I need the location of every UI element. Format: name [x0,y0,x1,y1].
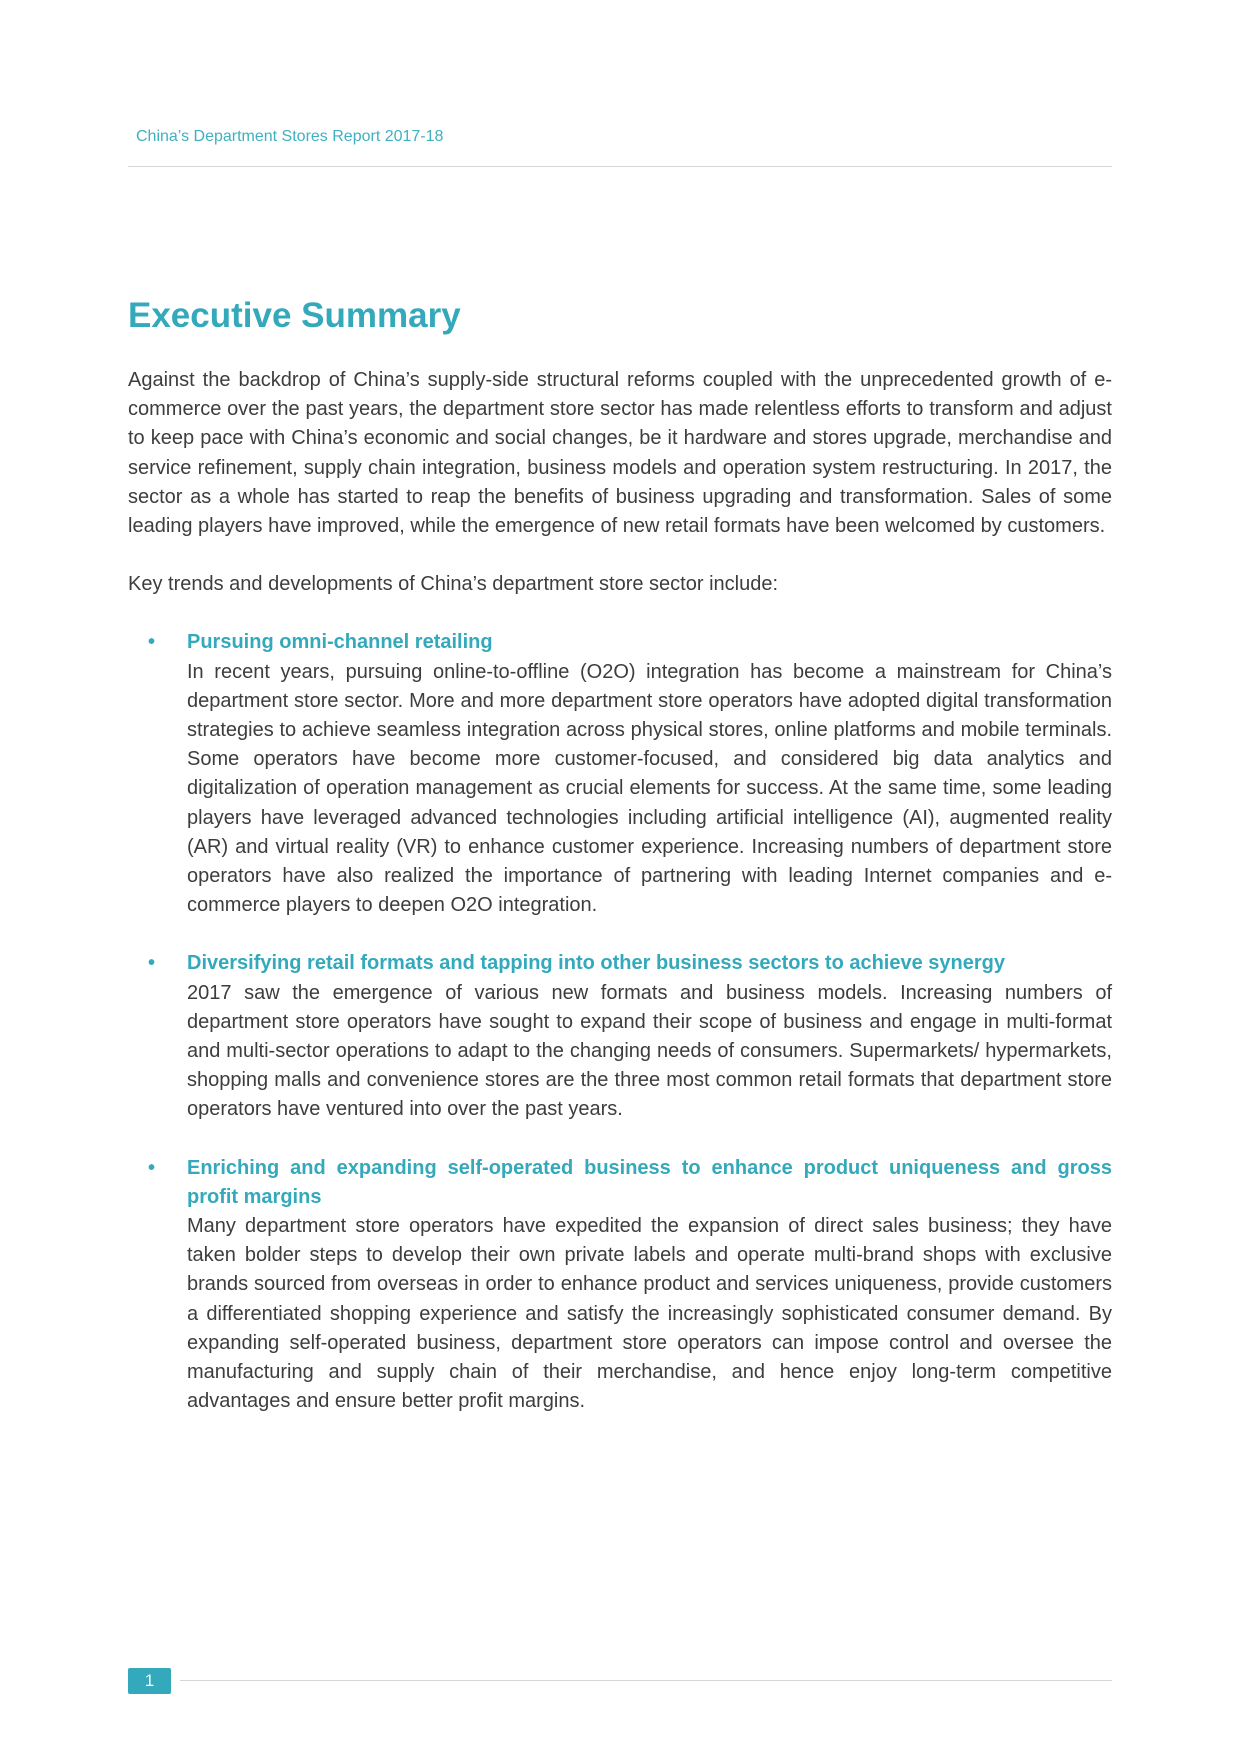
trend-body: 2017 saw the emergence of various new formats and business models. Increasing numbers of department store operators have sought to expand their scope of business and engage in multi-format and multi-sector operations to adapt to the changing needs of consumers. Supermarkets/ hypermarkets, shopping malls and convenience stores are the three most common retail formats that department store operators have ventured into over the past years. [187,981,1112,1121]
section-content [128,366,1112,1446]
section-title: Executive Summary [128,296,461,335]
report-header-title: China’s Department Stores Report 2017-18 [136,128,444,145]
trend-title: Diversifying retail formats and tapping into other business sectors to achieve synergy [187,952,1005,975]
bullet-icon: • [148,631,156,654]
trend-item-self-operated [128,1154,1112,1417]
trend-item-diversifying-formats [128,949,1112,1124]
intro-paragraph: Against the backdrop of China’s supply-side structural reforms coupled with the unprecedented growth of e-commerce over the past years, the department store sector has made relentless efforts to transform and adjust to keep pace with China’s economic and social changes, be it hardware and stores upgrade, merchandise and service refinement, supply chain integration, business models and operation system restructuring. In 2017, the sector as a whole has started to reap the benefits of business upgrading and transformation. Sales of some leading players have improved, while the emergence of new retail formats have been welcomed by customers. [128,369,1112,538]
page-number-badge: 1 [128,1668,171,1694]
trend-body: Many department store operators have expedited the expansion of direct sales business; they have taken bolder steps to develop their own private labels and operate multi-brand shops with exclusive brands sourced from overseas in order to enhance product and services uniqueness, provide customers a differentiated shopping experience and satisfy the increasingly sophisticated consumer demand. By expanding self-operated business, department store operators can impose control and oversee the manufacturing and supply chain of their merchandise, and hence enjoy long-term competitive advantages and ensure better profit margins. [187,1215,1112,1413]
trend-title: Enriching and expanding self-operated business to enhance product uniqueness and gross profit margins [187,1156,1112,1208]
bullet-icon: • [148,952,156,975]
header-divider [128,166,1112,167]
trends-lead-in: Key trends and developments of China’s department store sector include: [128,573,778,596]
bullet-icon: • [148,1156,156,1179]
trend-title: Pursuing omni-channel retailing [187,631,493,654]
trends-list [128,628,1112,1416]
trend-item-omni-channel [128,628,1112,920]
trend-body: In recent years, pursuing online-to-offline (O2O) integration has become a mainstream for China’s department store sector. More and more department store operators have adopted digital transformation strategies to achieve seamless integration across physical stores, online platforms and mobile terminals. Some operators have become more customer-focused, and considered big data analytics and digitalization of operation management as crucial elements for success. At the same time, some leading players have leveraged advanced technologies including artificial intelligence (AI), augmented reality (AR) and virtual reality (VR) to enhance customer experience. Increasing numbers of department store operators have also realized the importance of partnering with leading Internet companies and e-commerce players to deepen O2O integration. [187,660,1112,917]
footer-divider [180,1680,1112,1681]
